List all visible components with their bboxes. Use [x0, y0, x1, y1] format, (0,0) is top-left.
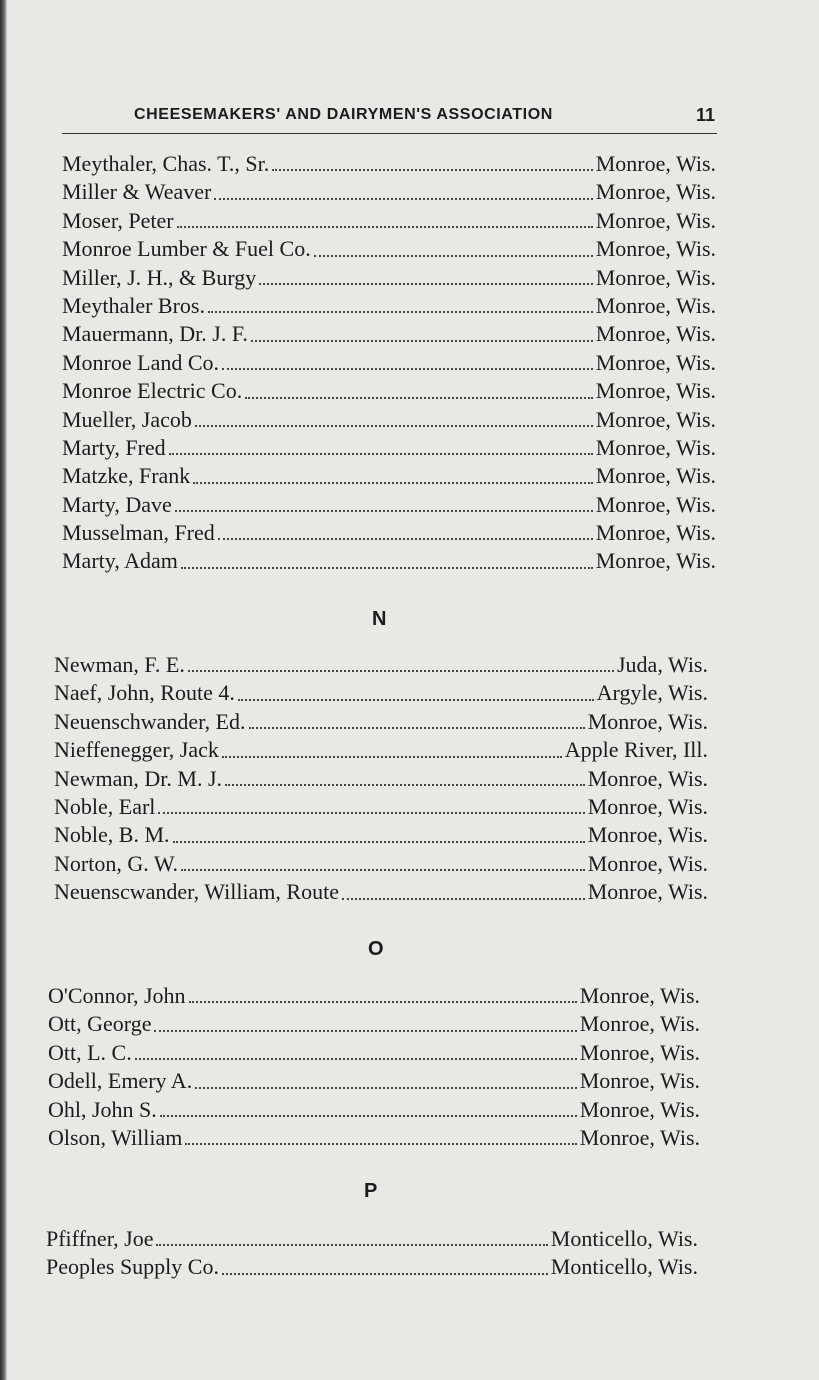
entry-name: Monroe Electric Co. — [62, 378, 243, 404]
entry-name: Matzke, Frank — [62, 463, 191, 489]
dot-leader — [177, 226, 593, 228]
running-title: CHEESEMAKERS' AND DAIRYMEN'S ASSOCIATION — [134, 106, 553, 123]
directory-entry — [62, 320, 716, 348]
directory-entry — [54, 850, 708, 878]
directory-entry — [62, 406, 716, 434]
entry-town: Monroe, Wis. — [579, 1039, 700, 1065]
directory-entry — [46, 1253, 698, 1281]
directory-entry — [62, 434, 716, 462]
dot-leader — [195, 1087, 576, 1089]
directory-entry — [48, 1039, 700, 1067]
page-number: 11 — [695, 105, 715, 125]
dot-leader — [208, 311, 593, 313]
directory-entry — [62, 547, 716, 575]
directory-entry — [62, 292, 716, 320]
book-spine-edge — [0, 0, 7, 1380]
entry-town: Argyle, Wis. — [596, 680, 708, 706]
directory-entry — [62, 178, 716, 206]
entry-town: Monroe, Wis. — [595, 406, 716, 432]
directory-entry — [62, 207, 716, 235]
entry-town: Monroe, Wis. — [587, 793, 708, 819]
dot-leader — [238, 699, 594, 701]
entry-town: Monroe, Wis. — [595, 151, 716, 176]
entry-name: Marty, Fred — [62, 434, 166, 460]
entry-town: Monroe, Wis. — [595, 491, 716, 517]
entry-name: Newman, F. E. — [54, 652, 185, 677]
entry-town: Monroe, Wis. — [595, 463, 716, 489]
entry-name: Monroe Land Co. — [62, 349, 220, 375]
section-o-list — [48, 982, 700, 1152]
entry-name: Nieffenegger, Jack — [54, 737, 219, 763]
directory-entry — [48, 982, 700, 1010]
dot-leader — [154, 1030, 576, 1032]
entry-name: Moser, Peter — [62, 207, 174, 233]
directory-entry — [48, 1067, 700, 1095]
dot-leader — [181, 869, 585, 871]
entry-town: Monroe, Wis. — [595, 321, 716, 347]
entry-name: Neuenschwander, Ed. — [54, 708, 246, 734]
dot-leader — [214, 198, 592, 200]
dot-leader — [249, 727, 585, 729]
directory-entry — [54, 679, 708, 707]
entry-town: Monroe, Wis. — [579, 1124, 700, 1150]
entry-town: Monroe, Wis. — [595, 179, 716, 205]
entry-town: Monroe, Wis. — [595, 264, 716, 290]
entry-name: Neuenscwander, William, Route — [54, 879, 339, 905]
directory-entry — [54, 651, 708, 679]
entry-town: Monroe, Wis. — [595, 434, 716, 460]
entry-name: Marty, Adam — [62, 548, 178, 574]
entry-town: Monroe, Wis. — [579, 1068, 700, 1094]
directory-entry — [62, 377, 716, 405]
entry-town: Monroe, Wis. — [595, 292, 716, 318]
entry-name: Newman, Dr. M. J. — [54, 765, 223, 791]
entry-town: Monroe, Wis. — [595, 349, 716, 375]
header-rule — [62, 133, 717, 134]
directory-entry — [62, 235, 716, 263]
section-letter-n: N — [372, 608, 387, 630]
dot-leader — [259, 283, 592, 285]
dot-leader — [175, 510, 593, 512]
entry-name: Ott, L. C. — [48, 1039, 132, 1065]
entry-name: Noble, Earl — [54, 793, 156, 819]
dot-leader — [314, 255, 593, 257]
entry-name: Monroe Lumber & Fuel Co. — [62, 236, 311, 262]
entry-name: Olson, William — [48, 1124, 183, 1150]
directory-entry — [54, 765, 708, 793]
entry-name: Musselman, Fred — [62, 520, 215, 546]
entry-name: Mueller, Jacob — [62, 406, 192, 432]
dot-leader — [185, 1143, 576, 1145]
entry-town: Monroe, Wis. — [587, 822, 708, 848]
entry-name: Meythaler, Chas. T., Sr. — [62, 151, 270, 176]
directory-entry — [54, 793, 708, 821]
dot-leader — [135, 1058, 577, 1060]
directory-entry — [62, 264, 716, 292]
directory-entry — [46, 1225, 698, 1253]
dot-leader — [188, 670, 614, 672]
entry-town: Monroe, Wis. — [595, 520, 716, 546]
dot-leader — [160, 1115, 577, 1117]
dot-leader — [245, 397, 592, 399]
directory-entry — [54, 821, 708, 849]
section-letter-p: P — [364, 1180, 378, 1202]
dot-leader — [218, 538, 593, 540]
entry-name: Odell, Emery A. — [48, 1068, 193, 1094]
section-n-list — [54, 651, 708, 907]
dot-leader — [342, 898, 585, 900]
directory-entry — [62, 150, 716, 178]
dot-leader — [169, 453, 593, 455]
entry-town: Monroe, Wis. — [579, 1011, 700, 1037]
dot-leader — [158, 812, 584, 814]
entry-town: Monroe, Wis. — [595, 207, 716, 233]
directory-entry — [54, 878, 708, 906]
entry-town: Apple River, Ill. — [564, 737, 708, 763]
entry-town: Monroe, Wis. — [595, 236, 716, 262]
entry-town: Juda, Wis. — [617, 652, 708, 677]
entry-name: Ott, George — [48, 1011, 152, 1037]
dot-leader — [222, 756, 562, 758]
entry-name: Marty, Dave — [62, 491, 172, 517]
directory-entry — [48, 1096, 700, 1124]
entry-town: Monroe, Wis. — [587, 765, 708, 791]
entry-name: Miller, J. H., & Burgy — [62, 264, 257, 290]
entry-name: Miller & Weaver — [62, 179, 212, 205]
entry-name: Mauermann, Dr. J. F. — [62, 321, 248, 347]
entry-town: Monticello, Wis. — [550, 1254, 698, 1280]
directory-entry — [48, 1124, 700, 1152]
entry-town: Monticello, Wis. — [550, 1226, 698, 1251]
dot-leader — [193, 482, 592, 484]
section-p-list — [46, 1225, 698, 1282]
entry-town: Monroe, Wis. — [595, 378, 716, 404]
dot-leader — [181, 567, 593, 569]
directory-entry — [54, 736, 708, 764]
entry-name: O'Connor, John — [48, 983, 186, 1008]
entry-town: Monroe, Wis. — [587, 708, 708, 734]
dot-leader — [156, 1244, 547, 1246]
dot-leader — [222, 1273, 548, 1275]
dot-leader — [225, 784, 585, 786]
directory-entry — [48, 1010, 700, 1038]
directory-entry — [62, 519, 716, 547]
entry-name: Peoples Supply Co. — [46, 1254, 219, 1280]
dot-leader — [189, 1001, 577, 1003]
directory-entry — [62, 491, 716, 519]
entry-town: Monroe, Wis. — [587, 879, 708, 905]
dot-leader — [173, 841, 585, 843]
dot-leader — [222, 368, 593, 370]
directory-entry — [62, 349, 716, 377]
section-letter-o: O — [368, 938, 384, 960]
entry-town: Monroe, Wis. — [595, 548, 716, 574]
entry-name: Naef, John, Route 4. — [54, 680, 235, 706]
directory-entry — [54, 708, 708, 736]
entry-name: Pfiffner, Joe — [46, 1226, 154, 1251]
entry-town: Monroe, Wis. — [579, 983, 700, 1008]
dot-leader — [272, 169, 592, 171]
directory-entry — [62, 462, 716, 490]
dot-leader — [195, 425, 593, 427]
running-header — [62, 104, 719, 130]
entry-name: Noble, B. M. — [54, 822, 170, 848]
entry-name: Ohl, John S. — [48, 1096, 157, 1122]
entry-name: Meythaler Bros. — [62, 292, 205, 318]
entry-name: Norton, G. W. — [54, 850, 179, 876]
section-m-list — [62, 150, 716, 576]
entry-town: Monroe, Wis. — [587, 850, 708, 876]
dot-leader — [251, 340, 593, 342]
entry-town: Monroe, Wis. — [579, 1096, 700, 1122]
